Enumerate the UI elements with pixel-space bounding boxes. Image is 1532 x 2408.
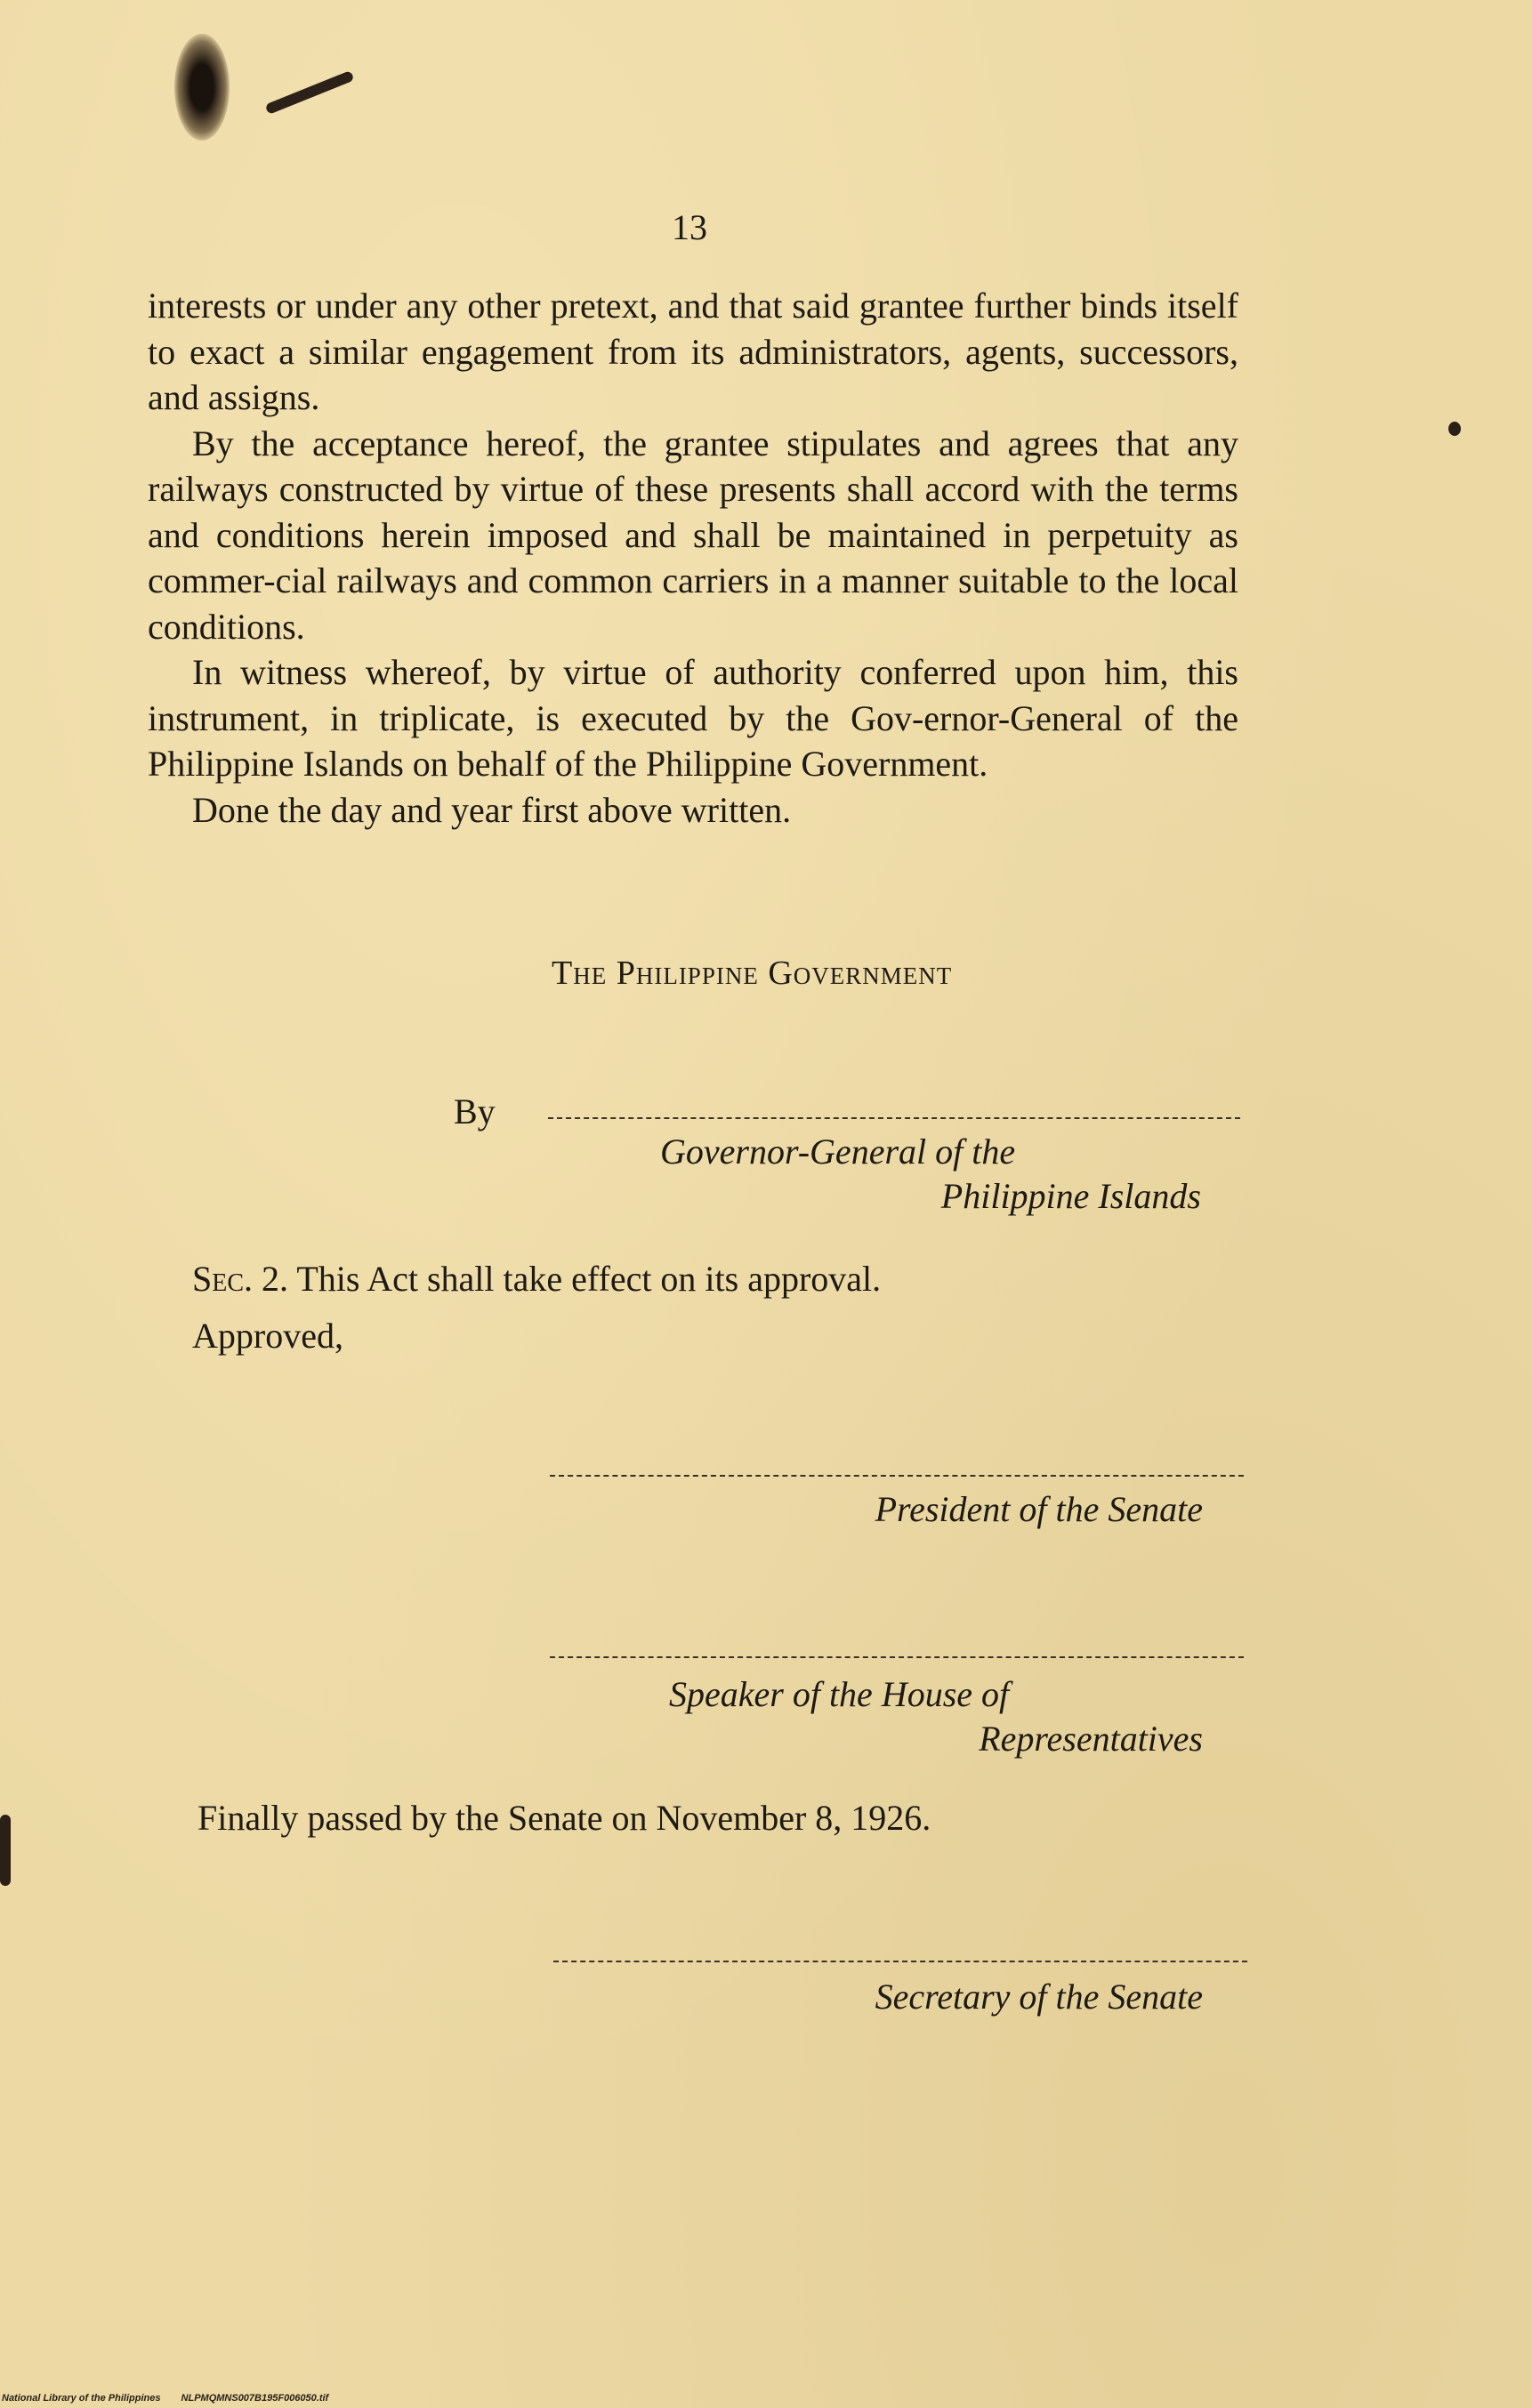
section-2 xyxy=(192,1258,881,1300)
president-title: President of the Senate xyxy=(875,1489,1203,1529)
by-label: By xyxy=(454,1091,496,1132)
paragraph-2: By the acceptance hereof, the grantee stipulates and agrees that any railways constructed by virtue of these presents shall accord with the terms and conditions herein imposed and shall be maintained in perpetuity as commer-cial railways and common carriers in a manner suitable to the local conditions. xyxy=(148,423,1238,647)
governor-title-line1: Governor-General of the xyxy=(660,1132,1016,1172)
body-text xyxy=(148,283,1238,833)
speaker-title xyxy=(534,1672,1203,1761)
section-label: Sec. 2. xyxy=(192,1259,289,1299)
governor-signature-line xyxy=(548,1117,1240,1119)
approved-label: Approved, xyxy=(192,1316,343,1356)
passed-statement: Finally passed by the Senate on November 8, 1926. xyxy=(198,1798,931,1838)
speaker-title-line2: Representatives xyxy=(979,1719,1203,1759)
governor-title xyxy=(534,1130,1201,1219)
paragraph-3: In witness whereof, by virtue of authority conferred upon him, this instrument, in triplicate, is executed by the Gov-ernor-General of the Philippine Islands on behalf of the Philippine Government. xyxy=(148,652,1238,784)
paragraph-1: interests or under any other pretext, and that said grantee further binds itself to exact a similar engagement from its administrators, agents, successors, and assigns. xyxy=(148,286,1238,417)
ink-speck xyxy=(0,1815,11,1886)
president-signature-line xyxy=(550,1475,1244,1477)
secretary-signature-line xyxy=(553,1961,1247,1962)
speaker-title-line1: Speaker of the House of xyxy=(669,1674,1010,1714)
page-number: 13 xyxy=(672,207,707,247)
section-text: This Act shall take effect on its approval. xyxy=(296,1259,882,1299)
speaker-signature-line xyxy=(550,1656,1244,1658)
file-id: NLPMQMNS007B195F006050.tif xyxy=(181,2393,329,2404)
ink-speck xyxy=(1448,422,1461,436)
governor-title-line2: Philippine Islands xyxy=(940,1176,1201,1216)
ink-smudge xyxy=(265,70,355,115)
paragraph-4: Done the day and year first above written. xyxy=(192,789,792,830)
scan-footer xyxy=(2,2393,328,2404)
ink-stain xyxy=(174,34,230,141)
government-heading: The Philippine Government xyxy=(552,954,953,992)
library-credit: National Library of the Philippines xyxy=(2,2393,161,2404)
secretary-title: Secretary of the Senate xyxy=(875,1977,1203,2017)
